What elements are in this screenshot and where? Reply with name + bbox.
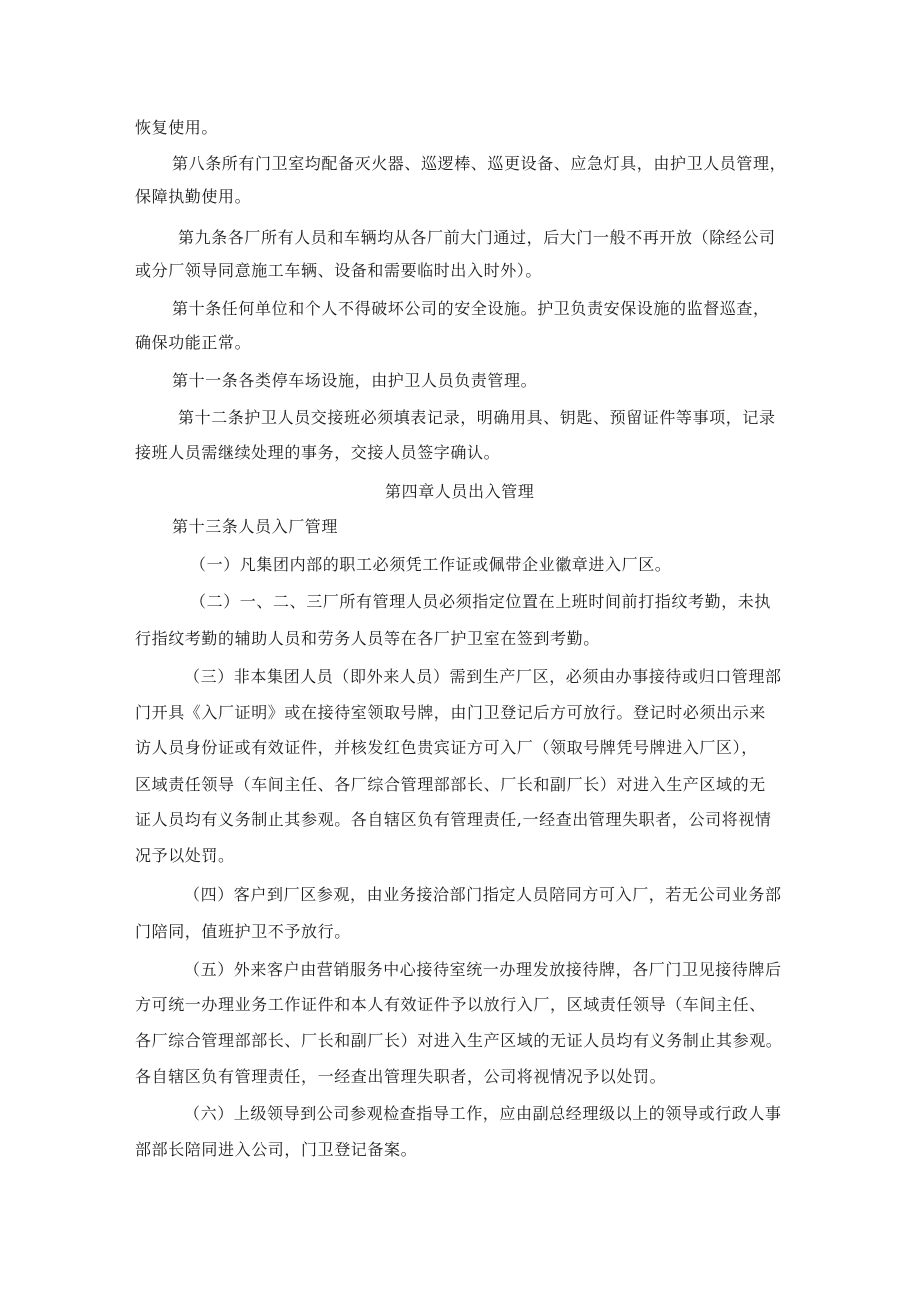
section-title: 第十三条人员入厂管理 <box>172 517 339 536</box>
text-line: 访人员身份证或有效证件，并核发红色贵宾证方可入厂（领取号牌凭号牌进入厂区）， <box>135 738 758 757</box>
text-line: 第八条所有门卫室均配备灭火器、巡逻棒、巡更设备、应急灯具，由护卫人员管理， <box>172 154 787 173</box>
text-line: 接班人员需继续处理的事务，交接人员签字确认。 <box>135 443 501 462</box>
text-line: 第十一条各类停车场设施，由护卫人员负责管理。 <box>172 371 538 390</box>
text-line: 第九条各厂所有人员和车辆均从各厂前大门通过，后大门一般不再开放（除经公司 <box>178 228 776 247</box>
text-line: 第十二条护卫人员交接班必须填表记录，明确用具、钥匙、预留证件等事项，记录 <box>178 408 776 427</box>
text-line: 方可统一办理业务工作证件和本人有效证件予以放行入厂，区域责任领导（车间主任、 <box>135 995 766 1014</box>
text-line: （五）外来客户由营销服务中心接待室统一办理发放接待牌，各厂门卫见接待牌后 <box>184 960 782 979</box>
text-line: 或分厂领导同意施工车辆、设备和需要临时出入时外）。 <box>135 261 543 280</box>
text-line: （四）客户到厂区参观，由业务接洽部门指定人员陪同方可入厂，若无公司业务部 <box>184 885 782 904</box>
text-line: 证人员均有义务制止其参观。各自辖区负有管理责任,一经查出管理失职者，公司将视情 <box>135 810 772 829</box>
text-line: （二）一、二、三厂所有管理人员必须指定位置在上班时间前打指纹考勤，未执 <box>190 592 772 611</box>
text-line: 区域责任领导（车间主任、各厂综合管理部部长、厂长和副厂长）对进入生产区域的无 <box>135 775 766 794</box>
text-line: （三）非本集团人员（即外来人员）需到生产厂区，必须由办事接待或归口管理部 <box>184 667 782 686</box>
text-line: （一）凡集团内部的职工必须凭工作证或佩带企业徽章进入厂区。 <box>190 555 672 574</box>
text-line: 况予以处罚。 <box>135 846 235 865</box>
text-line: 各厂综合管理部部长、厂长和副厂长）对进入生产区域的无证人员均有义务制止其参观。 <box>135 1031 783 1050</box>
text-line: 部部长陪同进入公司，门卫登记备案。 <box>135 1140 418 1159</box>
text-line: 保障执勤使用。 <box>135 187 252 206</box>
text-line: 第十条任何单位和个人不得破坏公司的安全设施。护卫负责安保设施的监督巡查， <box>172 299 770 318</box>
text-line: 各自辖区负有管理责任，一经查出管理失职者，公司将视情况予以处罚。 <box>135 1067 667 1086</box>
text-line: 行指纹考勤的辅助人员和劳务人员等在各厂护卫室在签到考勤。 <box>135 629 600 648</box>
text-line: 确保功能正常。 <box>135 333 252 352</box>
chapter-heading: 第四章人员出入管理 <box>385 482 535 501</box>
text-line: 恢复使用。 <box>135 118 219 137</box>
text-line: （六）上级领导到公司参观检查指导工作，应由副总经理级以上的领导或行政人事 <box>184 1104 782 1123</box>
text-line: 门陪同，值班护卫不予放行。 <box>135 922 351 941</box>
text-line: 门开具《入厂证明》或在接待室领取号牌，由门卫登记后方可放行。登记时必须出示来 <box>135 703 766 722</box>
